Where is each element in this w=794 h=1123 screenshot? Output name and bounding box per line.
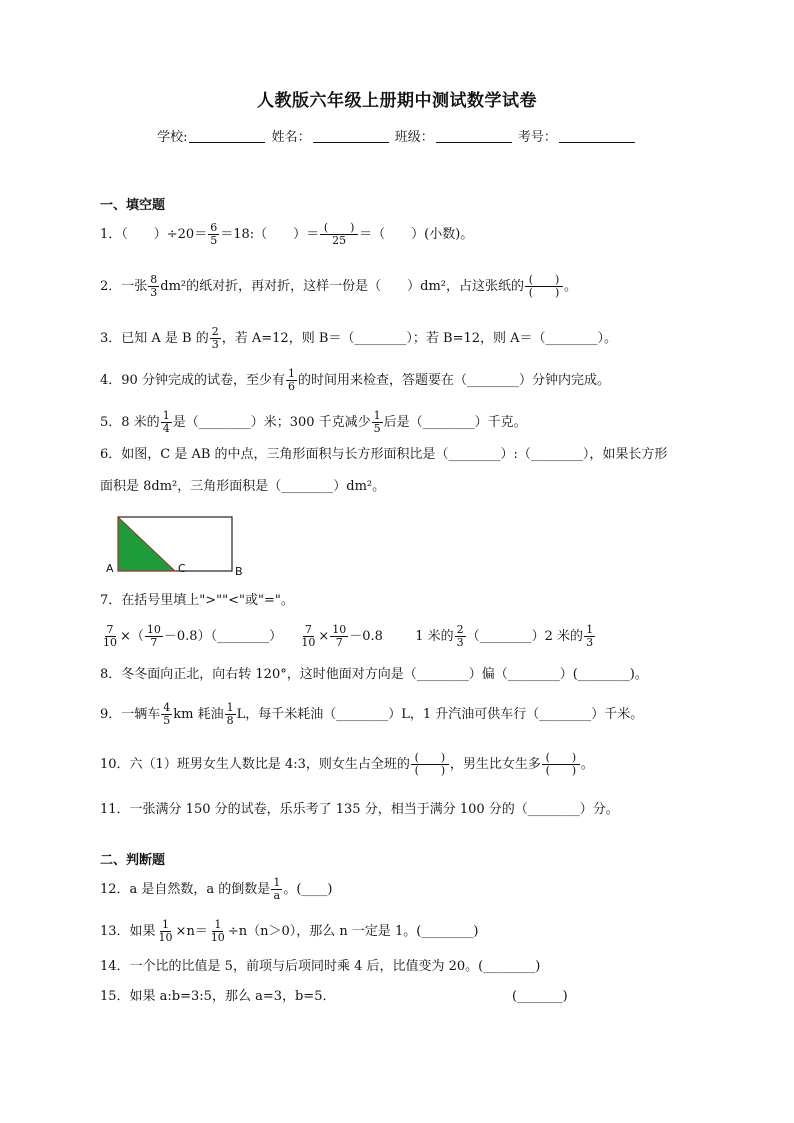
question-11: 11．一张满分 150 分的试卷，乐乐考了 135 分，相当于满分 100 分的（________）分。: [100, 802, 619, 817]
question-4: [100, 368, 610, 393]
question-10-text: 。: [580, 757, 594, 772]
question-3-text: ，若 A=12，则 B＝（________）；若 B=12，则 A＝（________）。: [221, 331, 618, 346]
exam-title: 人教版六年级上册期中测试数学试卷: [257, 91, 537, 111]
name-label: 姓名：: [271, 130, 311, 145]
fraction-blank[interactable]: $\frac{( )}{( )}$: [542, 752, 580, 777]
question-2-text: 。: [564, 279, 578, 294]
fraction: $\frac{1}{3}$: [586, 623, 594, 649]
question-9: [100, 702, 643, 727]
fraction: $\frac{1}{a}$: [273, 876, 281, 902]
exam-number-blank[interactable]: [559, 129, 635, 143]
question-4-text: 4．90 分钟完成的试卷，至少有: [100, 373, 285, 388]
point-c-label: C: [178, 562, 186, 575]
question-12-text: 。(____): [283, 882, 333, 897]
question-10-text: ，男生比女生多: [449, 757, 541, 772]
expression-text: ×: [318, 629, 330, 644]
expression-text: （________）2 米的: [466, 629, 584, 644]
question-10: [100, 752, 594, 777]
question-15: [100, 988, 335, 1006]
fraction: $\frac{1}{10}$: [210, 918, 225, 944]
fraction: $\frac{1}{8}$: [226, 701, 234, 727]
question-14: 14．一个比的比值是 5，前项与后项同时乘 4 后，比值变为 20。(________): [100, 959, 541, 974]
question-1-text: ＝（ ）(小数)。: [359, 227, 474, 242]
question-7-expressions: [100, 624, 596, 649]
question-5-text: 是（________）米；300 千克减少: [172, 415, 371, 430]
question-7-stem: 7．在括号里填上">""<"或"="。: [100, 593, 294, 608]
fraction: $\frac{1}{4}$: [162, 409, 170, 435]
question-10-text: 10．六（1）班男女生人数比是 4:3，则女生占全班的: [100, 757, 410, 772]
expression-text: 1 米的: [415, 629, 454, 644]
question-13: [100, 919, 478, 944]
question-13-text: 13．如果: [100, 924, 156, 939]
point-b-label: B: [235, 565, 243, 578]
fraction: $\frac{8}{3}$: [150, 273, 158, 299]
question-6-line-2: 面积是 8dm²，三角形面积是（________）dm²。: [100, 479, 386, 494]
question-12: [100, 877, 332, 902]
question-15-answer-blank[interactable]: (_______): [512, 989, 568, 1004]
question-13-text: ×n＝: [175, 924, 208, 939]
question-1: [100, 222, 473, 247]
fraction: $\frac{1}{6}$: [287, 367, 295, 393]
question-9-text: L，每千米耗油（________）L，1 升汽油可供车行（________）千米。: [236, 707, 644, 722]
fraction: $\frac{1}{10}$: [158, 918, 173, 944]
fraction-blank[interactable]: $\frac{( )}{( )}$: [525, 274, 563, 299]
question-2-text: 2．一张: [100, 279, 148, 294]
question-15-text: 15．如果 a:b=3:5，那么 a=3，b=5．: [100, 989, 336, 1004]
expression-text: ×（: [120, 629, 144, 644]
fraction: $\frac{10}{7}$: [332, 623, 347, 649]
question-5-text: 5．8 米的: [100, 415, 160, 430]
question-8: 8．冬冬面向正北，向右转 120°，这时他面对方向是（________）偏（________）(________)。: [100, 667, 648, 682]
question-13-text: ÷n（n＞0），那么 n 一定是 1。(________): [227, 924, 479, 939]
school-label: 学校:: [157, 130, 188, 145]
point-a-label: A: [106, 562, 114, 575]
student-info-line: [0, 126, 794, 145]
section-true-false: 二、判断题: [100, 853, 166, 868]
rectangle-triangle-figure: [106, 513, 256, 583]
question-9-text: 9．一辆车: [100, 707, 161, 722]
fraction: $\frac{4}{5}$: [163, 701, 171, 727]
expression-text: －0.8: [349, 629, 383, 644]
fraction: $\frac{2}{3}$: [211, 325, 219, 351]
question-12-text: 12．a 是自然数，a 的倒数是: [100, 882, 271, 897]
question-3: [100, 326, 617, 351]
exam-number-label: 考号：: [517, 130, 557, 145]
question-1-text: 1．（ ）÷20＝: [100, 227, 208, 242]
fraction: $\frac{7}{10}$: [103, 623, 117, 649]
question-5-text: 后是（________）千克。: [383, 415, 527, 430]
question-2: [100, 274, 577, 299]
question-9-text: km 耗油: [173, 707, 224, 722]
question-3-text: 3．已知 A 是 B 的: [100, 331, 209, 346]
fraction: $\frac{7}{10}$: [301, 623, 316, 649]
question-5: [100, 410, 527, 435]
expression-text: －0.8）（________）: [163, 629, 283, 644]
question-1-text: ＝18:（ ）＝: [220, 227, 320, 242]
fraction: $\frac{6}{5}$: [210, 221, 218, 247]
class-blank[interactable]: [436, 129, 512, 143]
school-blank[interactable]: [189, 129, 265, 143]
class-label: 班级：: [394, 130, 434, 145]
question-6-line-1: 6．如图，C 是 AB 的中点，三角形面积与长方形面积比是（________）:（________），如果长方形: [100, 447, 668, 462]
fraction: $\frac{10}{7}$: [146, 623, 161, 649]
fraction: $\frac{2}{3}$: [456, 623, 464, 649]
fraction: $\frac{1}{5}$: [373, 409, 381, 435]
question-4-text: 的时间用来检查，答题要在（________）分钟内完成。: [297, 373, 610, 388]
question-2-text: dm²的纸对折，再对折，这样一份是（ ）dm²，占这张纸的: [160, 279, 525, 294]
fraction-blank[interactable]: $\frac{( )}{( )}$: [411, 752, 449, 777]
fraction-blank[interactable]: $\frac{( )}{25}$: [320, 222, 358, 247]
section-fill-in: 一、填空题: [100, 198, 166, 213]
name-blank[interactable]: [313, 129, 389, 143]
